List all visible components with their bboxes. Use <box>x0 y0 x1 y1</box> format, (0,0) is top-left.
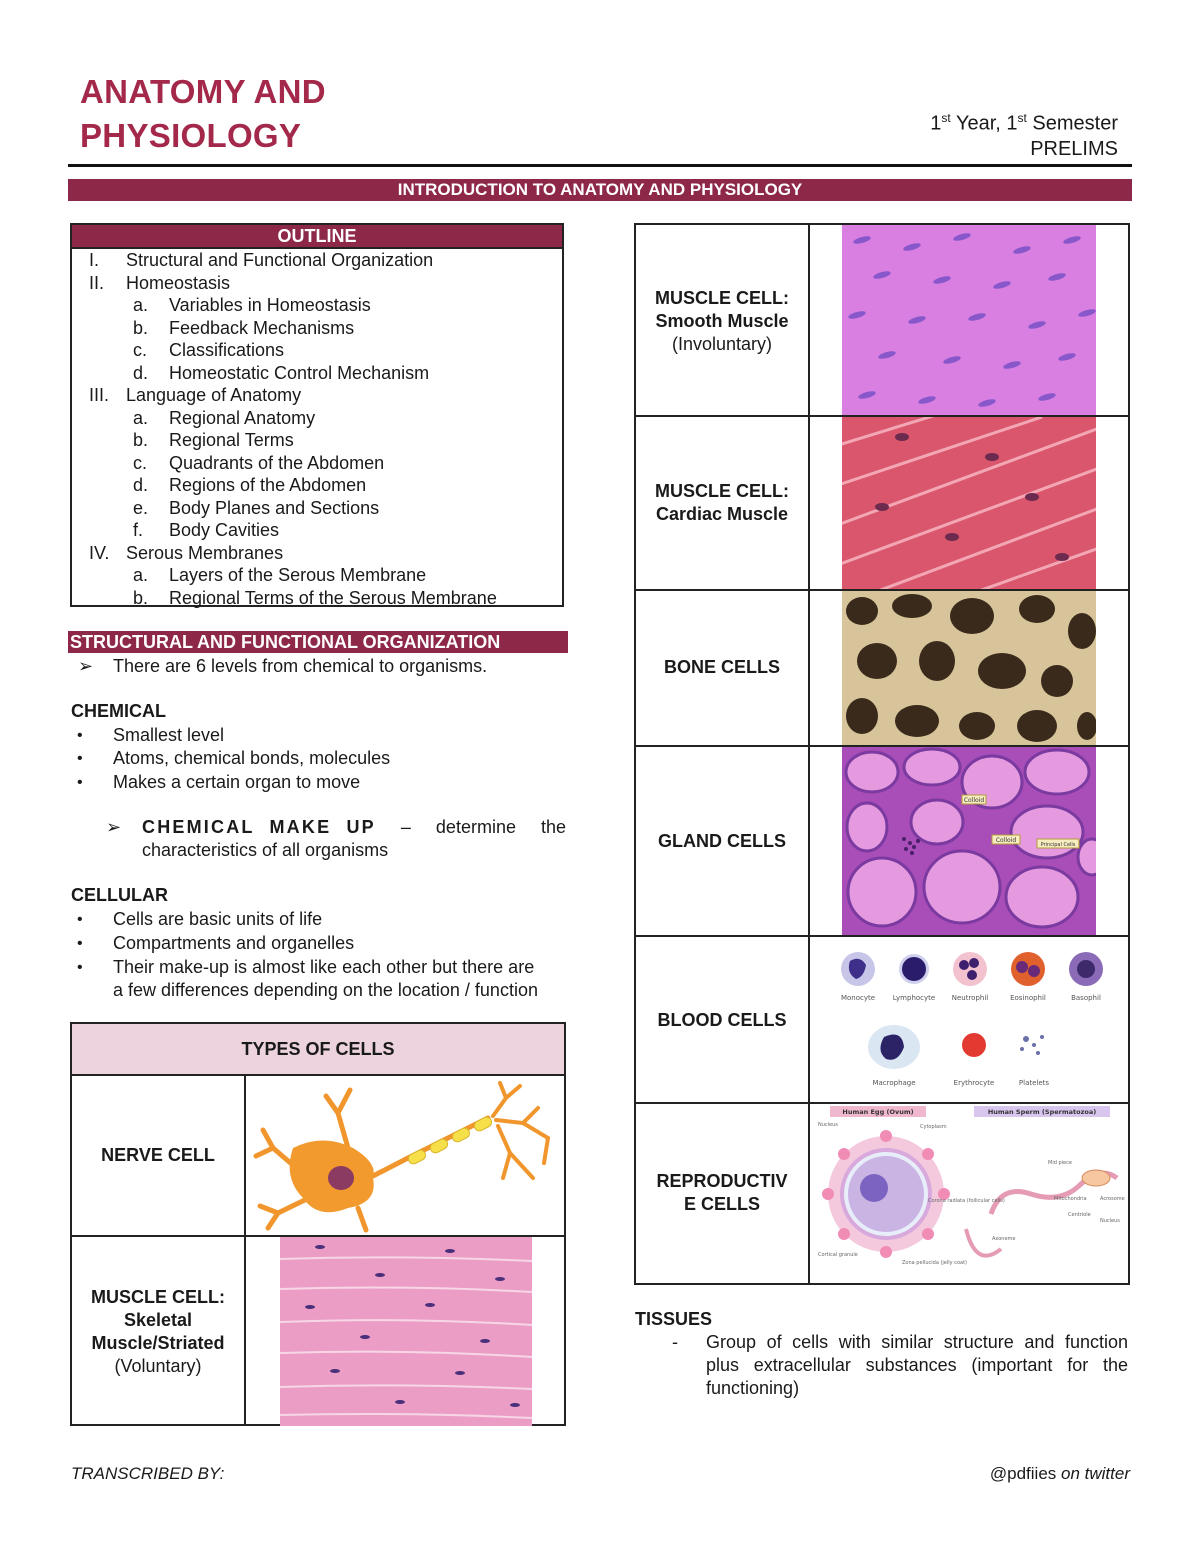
term-info <box>930 106 1118 162</box>
outline-item: a. Variables in Homeostasis <box>133 295 371 315</box>
tissues-heading: TISSUES <box>635 1309 713 1329</box>
chemical-heading: CHEMICAL <box>71 701 166 721</box>
repro-label: Nucleus <box>818 1122 838 1128</box>
outline-item: c. Quadrants of the Abdomen <box>133 452 385 473</box>
outline-item: a. Layers of the Serous Membrane <box>133 565 427 585</box>
column-divider <box>808 225 810 1283</box>
repro-label: Corona radiata (follicular cells) <box>928 1198 1005 1204</box>
list-item: • Makes a certain organ to move <box>77 772 361 792</box>
nerve-cell-image <box>248 1078 560 1234</box>
types-of-cells-table <box>70 1022 566 1426</box>
term-label: PRELIMS <box>1030 137 1118 160</box>
gland-cells-image <box>842 747 1096 935</box>
blood-label: Lymphocyte <box>892 994 936 1002</box>
nerve-cell-label: NERVE CELL <box>101 1145 215 1165</box>
gland-label: Colloid <box>963 797 985 804</box>
repro-label: Axoneme <box>992 1236 1016 1242</box>
blood-cells-label: BLOOD CELLS <box>657 1010 787 1030</box>
blood-cells-image <box>832 937 1112 1101</box>
list-item: • Atoms, chemical bonds, molecules <box>77 748 391 768</box>
subpoint-arrow: ➢ <box>106 817 122 837</box>
outline-item: c. Classifications <box>133 340 285 360</box>
skeletal-muscle-image <box>280 1237 532 1426</box>
sperm-title: Human Sperm (Spermatozoa) <box>987 1108 1097 1116</box>
outline-box <box>70 223 564 607</box>
blood-label: Platelets <box>1018 1079 1050 1087</box>
repro-label: Centriole <box>1068 1212 1091 1218</box>
list-item: • Their make-up is almost like each other but there are <box>77 957 535 977</box>
bone-cells-label: BONE CELLS <box>663 657 780 677</box>
cellular-heading: CELLULAR <box>71 885 168 905</box>
outline-item: d. Homeostatic Control Mechanism <box>133 362 430 383</box>
outline-item: d. Regions of the Abdomen <box>133 475 367 495</box>
outline-item: II. Homeostasis <box>89 272 231 293</box>
bone-cells-image <box>842 591 1096 745</box>
cardiac-muscle-image <box>842 417 1096 589</box>
gland-label: Colloid <box>995 837 1017 844</box>
footer-credit: @pdfiies on twitter <box>989 1464 1130 1483</box>
reproductive-cells-image <box>816 1104 1126 1282</box>
chemical-makeup-line: CHEMICAL MAKE UP – determine the <box>142 817 566 837</box>
outline-item: b. Regional Terms of the Serous Membrane <box>133 587 497 608</box>
repro-label: Cortical granule <box>818 1252 858 1258</box>
list-item: • Smallest level <box>77 725 225 745</box>
chemical-makeup-line-2: characteristics of all organisms <box>142 840 389 860</box>
tissues-line-1: Group of cells with similar structure and function <box>706 1332 1128 1352</box>
tissues-dash: - <box>672 1332 678 1352</box>
footer-transcribed-by: TRANSCRIBED BY: <box>71 1464 225 1483</box>
list-item: • Compartments and organelles <box>77 933 355 953</box>
gland-cells-label: GLAND CELLS <box>658 831 786 851</box>
table-heading: TYPES OF CELLS <box>72 1024 564 1076</box>
title-line-1: ANATOMY AND <box>80 73 326 110</box>
repro-label: Acrosome <box>1100 1196 1125 1202</box>
outline-heading: OUTLINE <box>72 225 562 249</box>
list-item-continued: a few differences depending on the location / function <box>113 980 538 1000</box>
gland-label: Principal Cells <box>1040 842 1076 848</box>
repro-label: Nucleus <box>1100 1218 1120 1224</box>
outline-item: IV. Serous Membranes <box>89 542 284 563</box>
reproductive-cells-label: REPRODUCTIV E CELLS <box>656 1171 788 1214</box>
blood-label: Basophil <box>1071 994 1101 1002</box>
cardiac-muscle-label: MUSCLE CELL: Cardiac Muscle <box>655 481 789 524</box>
blood-label: Monocyte <box>840 994 876 1002</box>
cell-types-table <box>634 223 1130 1285</box>
column-divider <box>244 1076 246 1426</box>
repro-label: Mitochondria <box>1054 1196 1087 1202</box>
outline-item: a. Regional Anatomy <box>133 407 316 428</box>
year-semester: 1st Year, 1st Semester <box>930 111 1118 135</box>
outline-item: e. Body Planes and Sections <box>133 497 380 518</box>
repro-label: Zona pellucida (jelly coat) <box>902 1260 967 1266</box>
repro-label: Cytoplasm <box>920 1124 947 1130</box>
outline-item: f. Body Cavities <box>133 520 280 540</box>
title-line-2: PHYSIOLOGY <box>80 117 302 154</box>
document-title <box>80 70 326 158</box>
blood-label: Eosinophil <box>1010 994 1046 1002</box>
outline-item: b. Feedback Mechanisms <box>133 317 355 338</box>
smooth-muscle-image <box>842 225 1096 415</box>
tissues-line-3: functioning) <box>706 1378 800 1398</box>
blood-label: Macrophage <box>872 1079 916 1087</box>
tissues-line-2: plus extracellular substances (important for the <box>706 1355 1128 1375</box>
egg-title: Human Egg (Ovum) <box>842 1108 914 1116</box>
outline-item: III. Language of Anatomy <box>89 385 302 405</box>
section-heading: STRUCTURAL AND FUNCTIONAL ORGANIZATION <box>68 631 568 653</box>
outline-item: b. Regional Terms <box>133 430 294 450</box>
blood-label: Neutrophil <box>951 994 989 1002</box>
skeletal-muscle-label: MUSCLE CELL: Skeletal Muscle/Striated (Voluntary) <box>91 1287 225 1376</box>
smooth-muscle-label: MUSCLE CELL: Smooth Muscle (Involuntary) <box>655 288 789 354</box>
list-item: • Cells are basic units of life <box>77 909 323 929</box>
blood-label: Erythrocyte <box>953 1079 995 1087</box>
intro-arrow: ➢ <box>78 656 94 676</box>
repro-label: Mid piece <box>1048 1160 1072 1166</box>
outline-item: I. Structural and Functional Organization <box>89 250 434 270</box>
header-divider <box>68 164 1132 167</box>
intro-text: There are 6 levels from chemical to organisms. <box>113 656 488 676</box>
topic-banner: INTRODUCTION TO ANATOMY AND PHYSIOLOGY <box>68 179 1132 201</box>
